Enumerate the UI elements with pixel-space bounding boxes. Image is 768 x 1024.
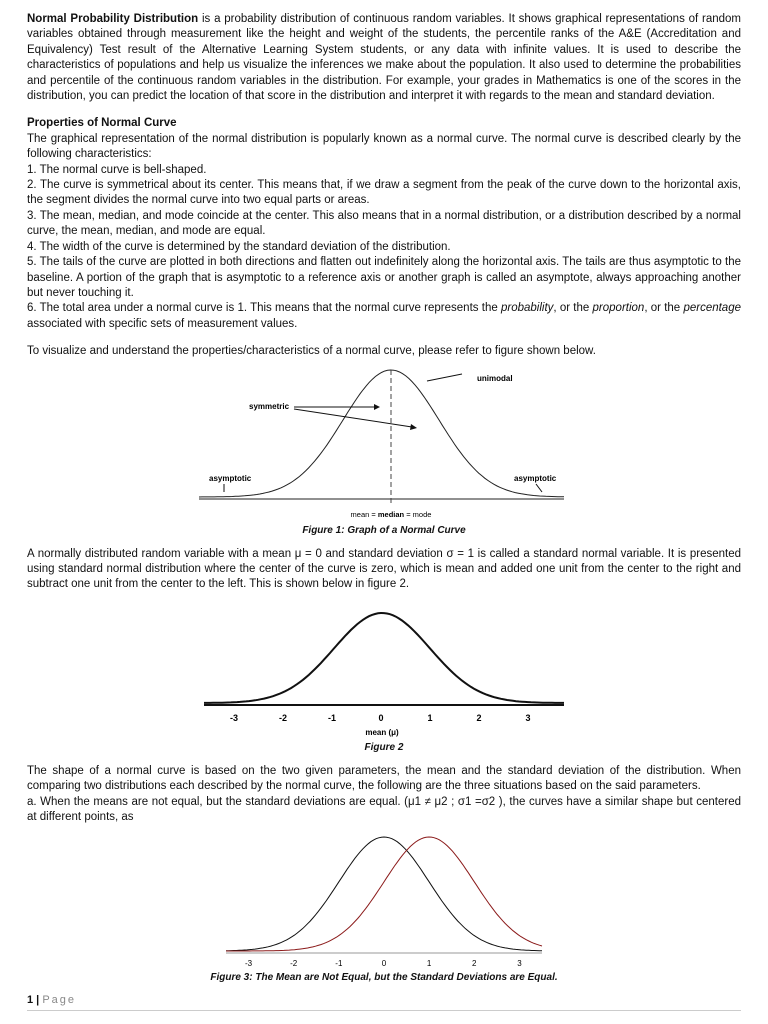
parameters-paragraph: The shape of a normal curve is based on the two given parameters, the mean and the standard deviation of the distribution. When comparing two distributions each described by the normal curve, the following are the three situations based on the said parameters. a. When the means are not equal, but the standard deviations are equal. (μ1 ≠ μ2 ; σ1 =σ2 ), the curves have a similar shape but centered at different points, as	[27, 764, 741, 826]
asymptotic-left-label: asymptotic	[209, 473, 252, 483]
x-tick-label: 1	[427, 712, 433, 723]
center-label: mean = median = mode	[350, 509, 432, 519]
page-footer: 1 | Page	[27, 994, 741, 1011]
asymptotic-right-label: asymptotic	[514, 473, 557, 483]
x-tick-label: 0	[378, 712, 384, 723]
property-item: 3. The mean, median, and mode coincide at the center. This also means that in a normal distribution, or a distribution described by a normal curve, the mean, median, and mode are equal.	[27, 209, 741, 238]
case-a-text: a. When the means are not equal, but the standard deviations are equal. (μ1 ≠ μ2 ; σ1 =σ2 ), the curves have a similar shape but centered at different points, as	[27, 795, 741, 823]
figure-1-normal-curve	[194, 364, 574, 522]
x-tick-label: 3	[517, 959, 522, 969]
properties-section	[27, 116, 741, 332]
x-tick-label: 0	[381, 959, 387, 969]
normal-curve	[204, 613, 564, 703]
x-tick-label: -2	[290, 959, 298, 969]
x-tick-label: 2	[472, 959, 477, 969]
properties-heading: Properties of Normal Curve	[27, 117, 177, 130]
intro-paragraph	[27, 12, 741, 104]
property-item: 1. The normal curve is bell-shaped.	[27, 163, 207, 176]
figure-2-standard-normal	[202, 597, 566, 739]
figure-1-caption: Figure 1: Graph of a Normal Curve	[302, 524, 466, 536]
figure-3-caption: Figure 3: The Mean are Not Equal, but the Standard Deviations are Equal.	[210, 972, 558, 984]
property-item: 2. The curve is symmetrical about its center. This means that, if we draw a segment from the peak of the curve down to the horizontal axis, the segment divides the normal curve into two equal parts or areas.	[27, 179, 741, 207]
standard-normal-paragraph: A normally distributed random variable with a mean μ = 0 and standard deviation σ = 1 is called a standard normal variable. It is presented using standard normal distribution where the center of the curve is zero, which is mean and added one unit from the center to the right and subtract one unit from the center to the left. This is shown below in figure 2.	[27, 547, 741, 591]
visualize-text: To visualize and understand the properties/characteristics of a normal curve, please refer to figure shown below.	[27, 345, 596, 358]
series-line-curve-1	[226, 837, 542, 951]
x-tick-label: 2	[476, 712, 482, 723]
property-item: 5. The tails of the curve are plotted in both directions and flatten out indefinitely along the horizontal axis. The tails are thus asymptotic to the baseline. A portion of the graph that is asymptotic to a reference axis or another graph is called an asymptote, always approaching another but never touching it.	[27, 256, 741, 299]
figure-2-caption: Figure 2	[364, 741, 404, 753]
normal-curve	[199, 370, 564, 497]
series-line-curve-2	[226, 837, 542, 951]
unimodal-label: unimodal	[477, 373, 513, 383]
intro-text: is a probability distribution of continuous random variables. It shows graphical representations of random variables obtained through measurement like the height and weight of the students, the percentile ranks of the A&E (Accreditation and Equivalency) Test result of the Alternative Learning System students, or any data with infinite values. It is used to describe the characteristics of populations and help us visualize the inferences we make about the population. It also used to determine the probabilities and percentile of the continuous random variables in the distribution. For example, your grades in Mathematics is one of the scores in the distribution, you can predict the location of that score in the distribution and interpret it with regards to the mean and standard deviation.	[27, 13, 741, 103]
properties-lead: The graphical representation of the normal distribution is popularly known as a normal curve. The normal curve is described clearly by the following characteristics:	[27, 132, 741, 161]
unimodal-arrow	[427, 374, 462, 381]
figure-3-chart	[224, 829, 544, 969]
x-tick-label: -3	[245, 959, 253, 969]
asymptotic-arrow	[536, 484, 542, 492]
x-axis-label: mean (μ)	[365, 727, 399, 737]
symmetric-arrow	[294, 409, 412, 427]
intro-term: Normal Probability Distribution	[27, 13, 199, 25]
x-tick-label: 3	[525, 712, 531, 723]
x-tick-label: -1	[327, 712, 337, 723]
x-tick-label: 1	[426, 959, 432, 969]
x-tick-label: -3	[229, 712, 239, 723]
symmetric-label: symmetric	[249, 401, 290, 411]
property-item: 4. The width of the curve is determined by the standard deviation of the distribution.	[27, 240, 451, 253]
property-item: 6. The total area under a normal curve is 1. This means that the normal curve represents the probability, or the proportion, or the percentage associated with specific sets of measurement values.	[27, 302, 741, 330]
x-tick-label: -1	[335, 959, 343, 969]
x-tick-label: -2	[278, 712, 288, 723]
